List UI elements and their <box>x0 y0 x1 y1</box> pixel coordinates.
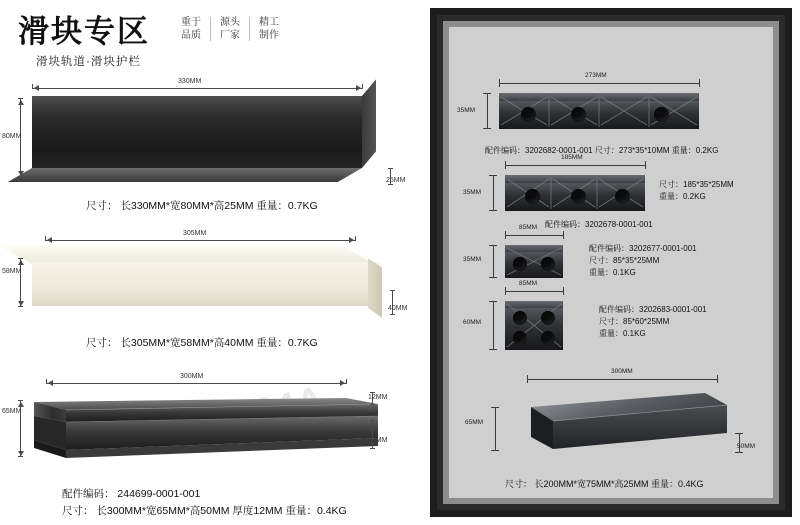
r-dim-tick-2a <box>505 161 506 169</box>
steel-bar-right-face <box>362 79 376 168</box>
dim-label-right-2: 40MM <box>388 305 408 312</box>
r-dim-tick-5f <box>735 452 743 453</box>
bar-185-hole-2 <box>571 189 586 204</box>
dim-tick-2c <box>18 258 23 259</box>
dim-label-right-bottom-3: 50MM <box>368 437 388 444</box>
dim-label-top-1: 330MM <box>178 78 202 85</box>
r-dim-line-3 <box>505 235 563 236</box>
r-dim-tick-5b <box>717 375 718 383</box>
r-dim-tick-4b <box>563 287 564 295</box>
item-3-code: 配件编码：3202677-0001-001 <box>589 244 697 253</box>
dim-line-top-1 <box>32 88 362 89</box>
slogan-col-3-line1: 精工 <box>259 16 279 28</box>
dim-label-left-2: 58MM <box>2 268 22 275</box>
slogan-col-3-line2: 制作 <box>259 29 279 41</box>
r-dim-label-3L: 35MM <box>463 256 482 263</box>
item-2-size: 尺寸：185*35*25MM <box>659 180 734 189</box>
r-dim-tick-1a <box>499 79 500 87</box>
dim-line-left-2 <box>20 258 21 306</box>
slogan-col-3 <box>250 16 288 42</box>
item-3-weight: 重量：0.1KG <box>589 268 636 277</box>
r-dim-tick-2c <box>489 175 497 176</box>
subtitle: 滑块轨道·滑块护栏 <box>36 56 141 68</box>
r-dim-line-4L <box>493 301 494 350</box>
bar-273-hole-2 <box>571 107 586 122</box>
dim-arrow-1b <box>356 85 361 91</box>
r-dim-tick-5c <box>491 407 499 408</box>
r-dim-label-1L: 35MM <box>457 107 476 114</box>
slogan-col-2 <box>211 16 249 42</box>
dim-tick-1d <box>18 176 23 177</box>
dim-arrow-3c <box>18 402 24 407</box>
item-4-code: 配件编码：3202683-0001-001 <box>599 305 707 314</box>
bar-85-35-hole-2 <box>541 257 555 271</box>
r-dim-tick-5d <box>491 450 499 451</box>
r-dim-tick-1b <box>699 79 700 87</box>
bar-185-hole-1 <box>525 189 540 204</box>
r-dim-label-5: 300MM <box>611 368 633 375</box>
dim-label-right-top-3: 12MM <box>368 394 388 401</box>
r-dim-line-2L <box>493 175 494 211</box>
item-4-weight: 重量：0.1KG <box>599 329 646 338</box>
dim-label-left-1: 80MM <box>2 133 22 140</box>
r-dim-tick-5e <box>735 433 743 434</box>
r-dim-tick-2d <box>489 210 497 211</box>
dim-arrow-2a <box>47 237 52 243</box>
dim-arrow-1c <box>18 100 24 105</box>
item-1-text: 配件编码：3202682-0001-001 尺寸：273*35*10MM 重量：0.2KG <box>485 146 719 155</box>
bar-85-60-hole-1 <box>513 311 527 325</box>
dim-arrow-1d <box>18 171 24 176</box>
dim-tick-1c <box>18 98 23 99</box>
plate-300-drawing <box>509 389 739 461</box>
title-row <box>18 6 288 51</box>
dim-tick-3a <box>46 379 47 384</box>
dim-tick-1e <box>388 168 393 169</box>
r-dim-line-1L <box>487 93 488 129</box>
dim-label-right-1: 25MM <box>386 177 406 184</box>
slogan-col-1-line2: 品质 <box>181 29 201 41</box>
dim-tick-2e <box>390 290 395 291</box>
bar-85-60-hole-3 <box>513 331 527 345</box>
dim-arrow-2d <box>18 301 24 306</box>
r-dim-tick-3a <box>505 231 506 239</box>
bar-85-60-hole-2 <box>541 311 555 325</box>
r-dim-tick-5a <box>527 375 528 383</box>
dim-tick-3g <box>370 420 375 421</box>
item-4-size: 尺寸：85*60*25MM <box>599 317 670 326</box>
r-dim-label-4L: 60MM <box>463 319 482 326</box>
dim-arrow-2b <box>349 237 354 243</box>
item-2-weight: 重量：0.2KG <box>659 192 706 201</box>
r-dim-tick-1d <box>483 128 491 129</box>
dim-tick-2d <box>18 306 23 307</box>
r-dim-tick-4c <box>489 301 497 302</box>
dim-label-top-3: 300MM <box>180 373 204 380</box>
dim-tick-3c <box>18 400 23 401</box>
item-2-code: 配件编码：3202678-0001-001 <box>545 220 653 229</box>
r-dim-label-5L: 65MM <box>465 419 484 426</box>
r-dim-label-2: 185MM <box>561 154 583 161</box>
dim-tick-1a <box>32 84 33 89</box>
dim-tick-1f <box>388 184 393 185</box>
r-dim-tick-3c <box>489 245 497 246</box>
dim-label-left-3: 65MM <box>2 408 22 415</box>
bar-85-35-hole-1 <box>513 257 527 271</box>
dim-label-top-2: 305MM <box>183 230 207 237</box>
slogan-col-2-line1: 源头 <box>220 16 240 28</box>
r-dim-label-5R: 50MM <box>737 443 756 450</box>
dim-arrow-3b <box>340 380 345 386</box>
dim-arrow-3a <box>48 380 53 386</box>
caption-part-3: 尺寸： 长300MM*宽65MM*高50MM 厚度12MM 重量：0.4KG <box>62 505 347 517</box>
dim-arrow-2c <box>18 260 24 265</box>
r-dim-tick-4d <box>489 349 497 350</box>
r-dim-tick-3b <box>563 231 564 239</box>
dim-tick-3e <box>370 392 375 393</box>
item-5-caption: 尺寸： 长200MM*宽75MM*高25MM 重量：0.4KG <box>505 479 704 489</box>
dim-tick-2b <box>355 236 356 241</box>
right-panel-frame <box>430 8 792 517</box>
dim-tick-3h <box>370 448 375 449</box>
steel-bar-bottom-face <box>8 168 362 182</box>
slogan-col-1 <box>172 16 210 42</box>
r-dim-line-2 <box>505 165 645 166</box>
dim-line-top-3 <box>46 383 346 384</box>
bar-85-60-crosslines <box>505 301 563 350</box>
dim-tick-2f <box>390 314 395 315</box>
nylon-bar-body <box>32 262 380 306</box>
bar-85-60-hole-4 <box>541 331 555 345</box>
item-3-size: 尺寸：85*35*25MM <box>589 256 660 265</box>
v-rail-drawing <box>30 392 380 460</box>
r-dim-line-5 <box>527 379 717 380</box>
bar-273-hole-1 <box>521 107 536 122</box>
slogan-col-1-line1: 重于 <box>181 16 201 28</box>
dim-tick-3b <box>346 379 347 384</box>
dim-tick-2a <box>45 236 46 241</box>
r-dim-line-5L <box>495 407 496 451</box>
steel-bar-body <box>32 96 362 168</box>
r-dim-tick-3d <box>489 277 497 278</box>
dim-tick-3f <box>370 404 375 405</box>
r-dim-tick-2b <box>645 161 646 169</box>
slogan-group <box>172 16 288 42</box>
bar-185-hole-3 <box>615 189 630 204</box>
caption-part-2: 尺寸： 长305MM*宽58MM*高40MM 重量：0.7KG <box>86 337 318 349</box>
dim-tick-3d <box>18 456 23 457</box>
nylon-bar-right-face <box>368 258 382 318</box>
r-dim-label-2L: 35MM <box>463 189 482 196</box>
r-dim-label-1: 273MM <box>585 72 607 79</box>
r-dim-label-3: 85MM <box>519 224 538 231</box>
r-dim-line-1 <box>499 83 699 84</box>
bar-273-hole-3 <box>654 107 669 122</box>
dim-arrow-1a <box>34 85 39 91</box>
r-dim-line-4 <box>505 291 563 292</box>
r-dim-label-4: 85MM <box>519 280 538 287</box>
dim-tick-1b <box>362 84 363 89</box>
dim-arrow-3d <box>18 451 24 456</box>
page-title: 滑块专区 <box>18 14 150 50</box>
r-dim-tick-4a <box>505 287 506 295</box>
r-dim-tick-1c <box>483 93 491 94</box>
dim-line-top-2 <box>45 240 355 241</box>
slogan-col-2-line2: 厂家 <box>220 29 240 41</box>
r-dim-line-3L <box>493 245 494 278</box>
right-panel-mat <box>443 21 779 504</box>
caption-part-1: 尺寸： 长330MM*宽80MM*高25MM 重量：0.7KG <box>86 200 318 212</box>
caption-part-3-code: 配件编码： 244699-0001-001 <box>62 488 201 500</box>
